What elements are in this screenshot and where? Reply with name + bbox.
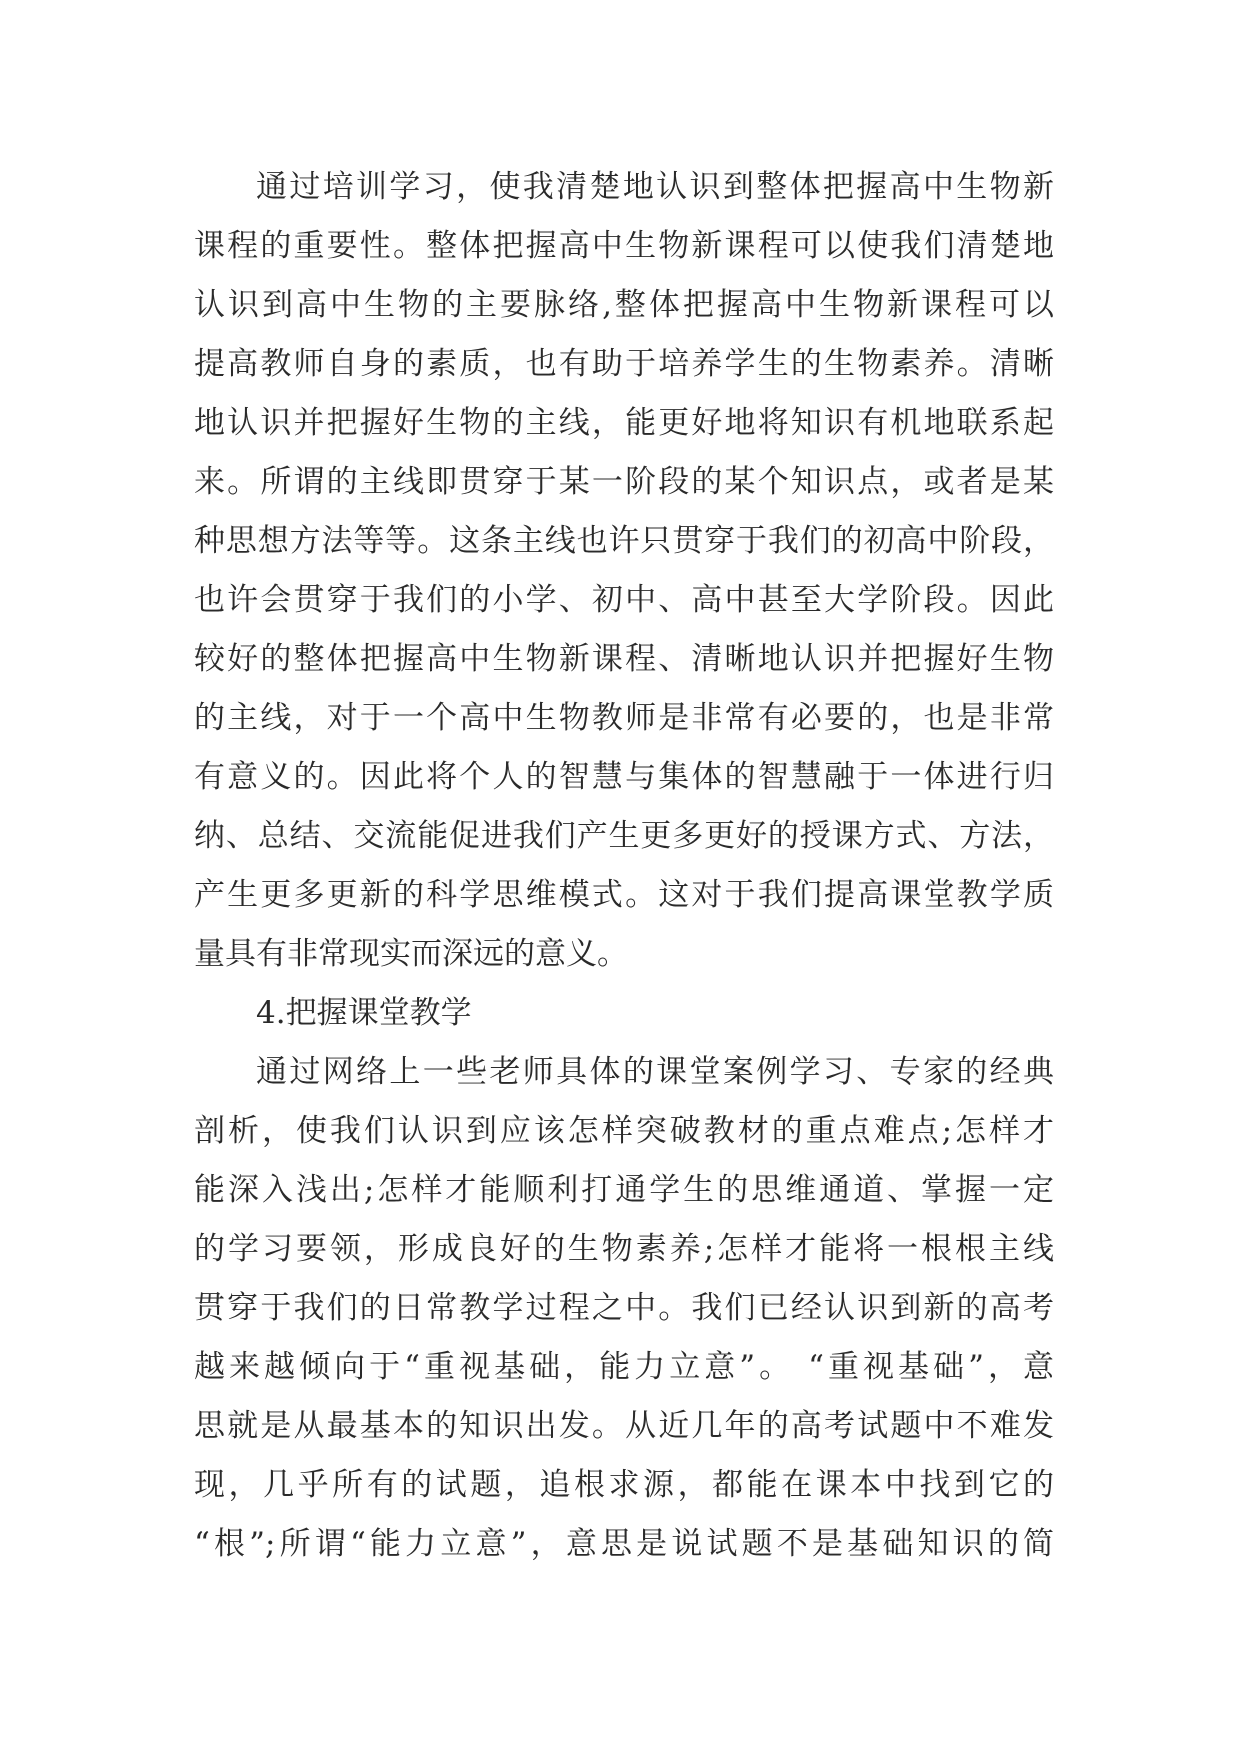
text-line: 通过培训学习，使我清楚地认识到整体把握高中生物新	[256, 169, 1054, 205]
text-line: 通过网络上一些老师具体的课堂案例学习、专家的经典	[256, 1054, 1054, 1090]
text-line: 有意义的。因此将个人的智慧与集体的智慧融于一体进行归	[194, 759, 1054, 795]
document-body	[194, 158, 1054, 1574]
text-line: 贯穿于我们的日常教学过程之中。我们已经认识到新的高考	[194, 1290, 1054, 1326]
text-line: 思就是从最基本的知识出发。从近几年的高考试题中不难发	[194, 1408, 1054, 1444]
text-line: 认识到高中生物的主要脉络,整体把握高中生物新课程可以	[194, 287, 1054, 323]
text-line: 较好的整体把握高中生物新课程、清晰地认识并把握好生物	[194, 641, 1054, 677]
text-line: 课程的重要性。整体把握高中生物新课程可以使我们清楚地	[194, 228, 1054, 264]
paragraph-1	[194, 158, 1054, 984]
text-line: 也许会贯穿于我们的小学、初中、高中甚至大学阶段。因此	[194, 582, 1054, 618]
text-line: 产生更多更新的科学思维模式。这对于我们提高课堂教学质	[194, 877, 1054, 913]
text-line: 纳、总结、交流能促进我们产生更多更好的授课方式、方法，	[194, 818, 1054, 854]
text-line: 提高教师自身的素质，也有助于培养学生的生物素养。清晰	[194, 346, 1054, 382]
text-line: 现，几乎所有的试题，追根求源，都能在课本中找到它的	[194, 1467, 1054, 1503]
text-line: 来。所谓的主线即贯穿于某一阶段的某个知识点，或者是某	[194, 464, 1054, 500]
text-line: 种思想方法等等。这条主线也许只贯穿于我们的初高中阶段，	[194, 523, 1054, 559]
text-line: 的主线，对于一个高中生物教师是非常有必要的，也是非常	[194, 700, 1054, 736]
text-line: 剖析，使我们认识到应该怎样突破教材的重点难点;怎样才	[194, 1113, 1054, 1149]
text-line: 的学习要领，形成良好的生物素养;怎样才能将一根根主线	[194, 1231, 1054, 1267]
text-line: 量具有非常现实而深远的意义。	[194, 936, 628, 972]
text-line: “根”;所谓“能力立意”，意思是说试题不是基础知识的简	[194, 1526, 1054, 1562]
text-line: 地认识并把握好生物的主线，能更好地将知识有机地联系起	[194, 405, 1054, 441]
text-line: 能深入浅出;怎样才能顺利打通学生的思维通道、掌握一定	[194, 1172, 1054, 1208]
paragraph-2	[194, 1043, 1054, 1574]
section-heading: 4.把握课堂教学	[256, 995, 472, 1031]
text-line: 越来越倾向于“重视基础，能力立意”。 “重视基础”，意	[194, 1349, 1054, 1385]
